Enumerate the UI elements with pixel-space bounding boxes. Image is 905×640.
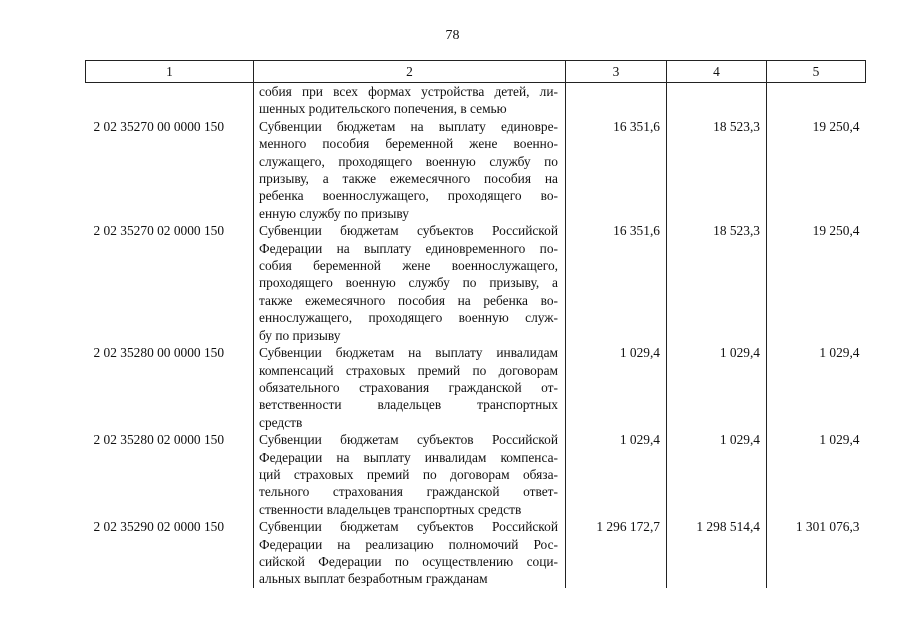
table-row — [86, 344, 866, 431]
amount-col-3: 1 029,4 — [566, 344, 667, 431]
column-header-1: 1 — [86, 61, 254, 83]
table-row — [86, 431, 866, 518]
name-line: Субвенции бюджетам субъектов Российской — [259, 519, 558, 535]
name-line: тельного страхования гражданской ответ- — [259, 484, 558, 500]
name-line: шенных родительского попечения, в семью — [259, 101, 507, 117]
continuation-code-cell — [86, 83, 254, 118]
name-line: ций страховых премий по договорам обяза- — [259, 466, 558, 482]
name-line: ственности владельцев транспортных средств — [259, 501, 522, 517]
continuation-value-cell — [767, 83, 866, 118]
name-line: Федерации на выплату инвалидам компенса- — [259, 449, 558, 465]
name-line: бу по призыву — [259, 327, 341, 343]
name-line: собия при всех формах устройства детей, ли- — [259, 84, 558, 99]
amount-col-4: 18 523,3 — [667, 222, 767, 344]
name-line: средств — [259, 414, 303, 430]
name-line: Субвенции бюджетам на выплату единовре- — [259, 118, 558, 134]
amount-col-5: 1 029,4 — [819, 432, 860, 448]
name-line: альных выплат безработным гражданам — [259, 571, 488, 587]
continuation-value-cell — [667, 83, 767, 118]
column-header-3: 3 — [566, 61, 667, 83]
budget-code: 2 02 35270 00 0000 150 — [93, 118, 225, 134]
budget-code: 2 02 35280 02 0000 150 — [93, 432, 225, 448]
name-line: Субвенции бюджетам на выплату инвалидам — [259, 345, 558, 361]
amount-col-3: 16 351,6 — [566, 118, 667, 222]
revenue-name — [254, 118, 566, 222]
name-line: собия беременной жене военнослужащего, — [259, 258, 558, 274]
name-line: Федерации на выплату единовременного по- — [259, 240, 558, 256]
name-line: обязательного страхования гражданской от- — [259, 379, 558, 395]
continuation-name-cell — [254, 83, 566, 118]
name-line: проходящего военную службу по призыву, а — [259, 275, 558, 291]
continuation-row — [86, 83, 866, 118]
revenue-name — [254, 431, 566, 518]
amount-col-4: 1 029,4 — [667, 431, 767, 518]
name-line: еннослужащего, проходящего военную служ- — [259, 310, 558, 326]
amount-col-5: 1 301 076,3 — [795, 519, 860, 535]
amount-col-4: 18 523,3 — [667, 118, 767, 222]
amount-col-5: 19 250,4 — [812, 118, 860, 134]
table-row — [86, 518, 866, 588]
amount-col-4: 1 298 514,4 — [667, 518, 767, 588]
amount-col-5: 1 029,4 — [819, 345, 860, 361]
name-line: Субвенции бюджетам субъектов Российской — [259, 223, 558, 239]
page-number: 78 — [445, 28, 460, 43]
name-line: менного пособия беременной жене военно- — [259, 136, 558, 152]
budget-code: 2 02 35270 02 0000 150 — [93, 223, 225, 239]
name-line: ветственности владельцев транспортных — [259, 397, 558, 413]
continuation-value-cell — [566, 83, 667, 118]
name-line: Федерации на реализацию полномочий Рос- — [259, 536, 558, 552]
table-row — [86, 118, 866, 222]
name-line: сийской Федерации по осуществлению соци- — [259, 553, 558, 569]
amount-col-4: 1 029,4 — [667, 344, 767, 431]
amount-col-3: 1 296 172,7 — [566, 518, 667, 588]
column-header-5: 5 — [767, 61, 866, 83]
name-line: призыву, а также ежемесячного пособия на — [259, 171, 558, 187]
table-row — [86, 222, 866, 344]
budget-code: 2 02 35280 00 0000 150 — [93, 345, 225, 361]
name-line: компенсаций страховых премий по договорам — [259, 362, 558, 378]
budget-code: 2 02 35290 02 0000 150 — [93, 519, 225, 535]
revenue-name — [254, 222, 566, 344]
column-header-4: 4 — [667, 61, 767, 83]
table-header-row — [86, 61, 866, 83]
amount-col-3: 1 029,4 — [566, 431, 667, 518]
name-line: также ежемесячного пособия на ребенка во- — [259, 292, 558, 308]
budget-revenue-table — [85, 60, 866, 588]
amount-col-5: 19 250,4 — [812, 223, 860, 239]
revenue-name — [254, 518, 566, 588]
name-line: ребенка военнослужащего, проходящего во- — [259, 188, 558, 204]
name-line: Субвенции бюджетам субъектов Российской — [259, 432, 558, 448]
name-line: служащего, проходящего военную службу по — [259, 153, 558, 169]
amount-col-3: 16 351,6 — [566, 222, 667, 344]
name-line: енную службу по призыву — [259, 205, 409, 221]
column-header-2: 2 — [254, 61, 566, 83]
revenue-name — [254, 344, 566, 431]
